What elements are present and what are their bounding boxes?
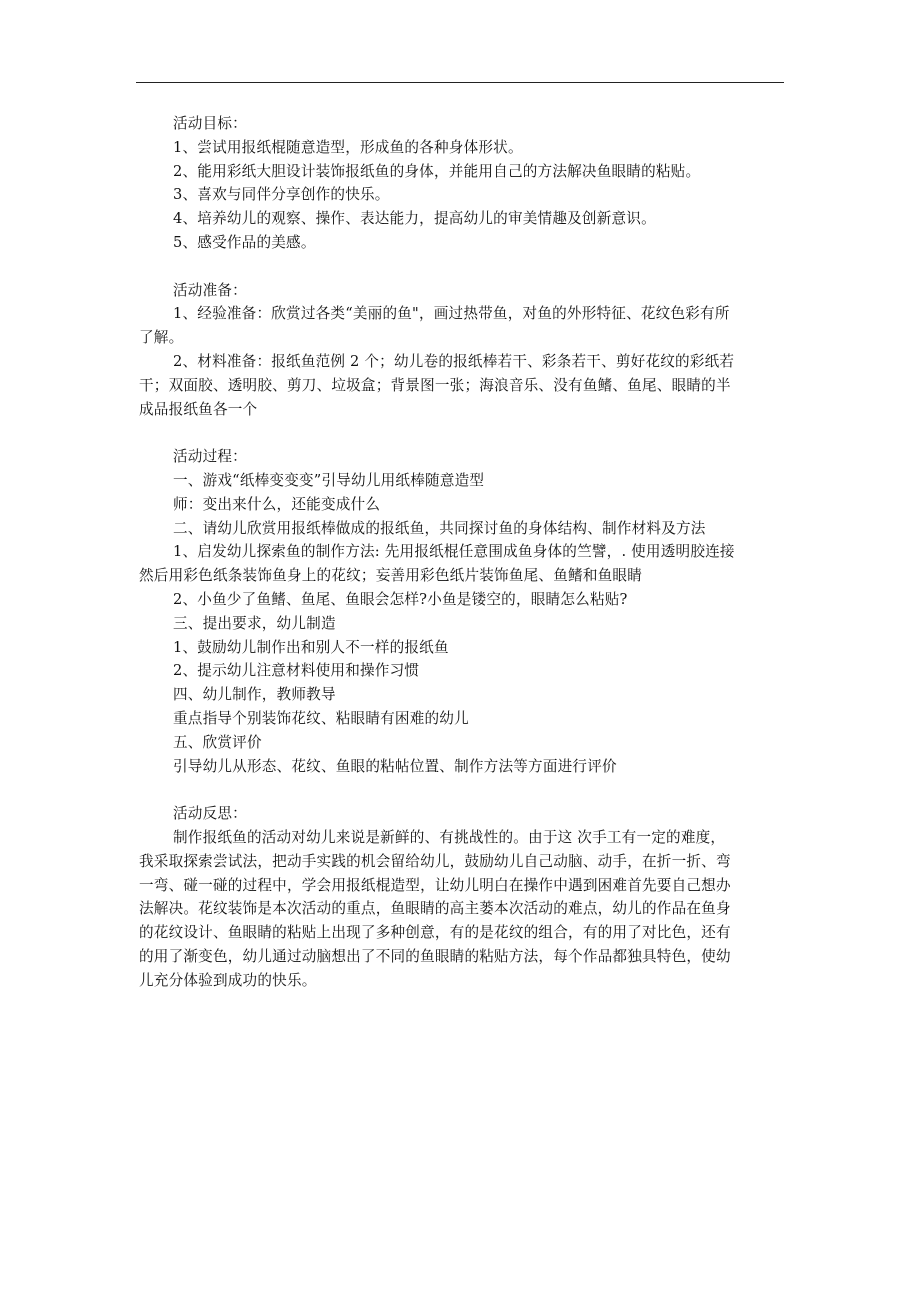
section-gap: [139, 421, 785, 445]
process-line: 2、小鱼少了鱼鳍、鱼尾、鱼眼会怎样?小鱼是镂空的，眼睛怎么粘贴?: [173, 590, 628, 608]
process-line: 引导幼儿从形态、花纹、鱼眼的粘帖位置、制作方法等方面进行评价: [173, 757, 617, 775]
objective-item: 1、尝试用报纸棍随意造型，形成鱼的各种身体形状。: [173, 138, 523, 156]
document-body: [139, 112, 785, 992]
reflection-line: 制作报纸鱼的活动对幼儿来说是新鲜的、有挑战性的。由于这 次手工有一定的难度，: [173, 828, 726, 846]
reflection-line: 儿充分体验到成功的快乐。: [139, 971, 317, 989]
process-line: 师：变出来什么，还能变成什么: [173, 495, 381, 513]
process-line: 二、请幼儿欣赏用报纸棒做成的报纸鱼，共同探讨鱼的身体结构、制作材料及方法: [173, 519, 706, 537]
header-rule: [136, 82, 784, 83]
reflection-heading: 活动反思：: [173, 805, 247, 823]
reflection-line: 一弯、碰一碰的过程中，学会用报纸棍造型，让幼儿明白在操作中遇到困难首先要自己想办: [139, 876, 731, 894]
process-heading: 活动过程：: [173, 448, 247, 466]
process-line: 1、启发幼儿探索鱼的制作方法: 先用报纸棍任意围成鱼身体的竺譬，. 使用透明胶连接: [173, 543, 735, 561]
process-line: 三、提出要求，幼儿制造: [173, 614, 336, 632]
objective-item: 5、感受作品的美感。: [173, 233, 316, 251]
reflection-line: 的用了渐变色，幼儿通过动脑想出了不同的鱼眼睛的粘贴方法，每个作品都独具特色，使幼: [139, 947, 731, 965]
preparation-section: [139, 279, 785, 422]
preparation-item-continued: 成品报纸鱼各一个: [139, 400, 258, 418]
reflection-line: 的花纹设计、鱼眼睛的粘贴上出现了多种创意，有的是花纹的组合，有的用了对比色，还有: [139, 924, 731, 942]
process-line: 重点指导个别装饰花纹、粘眼睛有困难的幼儿: [173, 709, 469, 727]
reflection-line: 法解决。花纹装饰是本次活动的重点，鱼眼睛的高主蒌本次活动的难点，幼儿的作品在鱼身: [139, 900, 731, 918]
process-line: 1、鼓励幼儿制作出和别人不一样的报纸鱼: [173, 638, 449, 656]
preparation-item-continued: 了解。: [139, 329, 184, 347]
preparation-item: 1、经验准备：欣赏过各类“美丽的鱼"，画过热带鱼，对鱼的外形特征、花纹色彩有所: [173, 305, 730, 323]
reflection-section: [139, 802, 785, 992]
preparation-heading: 活动准备：: [173, 281, 247, 299]
preparation-item-continued: 干；双面胶、透明胶、剪刀、垃圾盒；背景图一张；海浪音乐、没有鱼鳍、鱼尾、眼睛的半: [139, 376, 731, 394]
objective-item: 4、培养幼儿的观察、操作、表达能力，提高幼儿的审美情趣及创新意识。: [173, 210, 656, 228]
reflection-line: 我采取探索尝试法，把动手实践的机会留给幼儿，鼓励幼儿自己动脑、动手，在折一折、弯: [139, 852, 731, 870]
process-section: [139, 445, 785, 778]
objectives-heading: 活动目标：: [173, 115, 247, 132]
process-line: 五、欣赏评价: [173, 733, 262, 751]
process-line-continued: 然后用彩色纸条装饰鱼身上的花纹；妄善用彩色纸片装饰鱼尾、鱼鳍和鱼眼睛: [139, 567, 642, 585]
process-line: 一、游戏“纸棒变变变”引导幼儿用纸棒随意造型: [173, 471, 485, 489]
section-gap: [139, 778, 785, 802]
section-gap: [139, 255, 785, 279]
objective-item: 2、能用彩纸大胆设计装饰报纸鱼的身体，并能用自己的方法解决鱼眼睛的粘贴。: [173, 162, 701, 180]
objectives-section: [139, 112, 785, 255]
objective-item: 3、喜欢与同伴分享创作的快乐。: [173, 186, 390, 204]
process-line: 四、幼儿制作，教师教导: [173, 686, 336, 704]
preparation-item: 2、材料准备：报纸鱼范例 2 个；幼儿卷的报纸棒若干、彩条若干、剪好花纹的彩纸若: [173, 352, 735, 370]
process-line: 2、提示幼儿注意材料使用和操作习惯: [173, 662, 420, 680]
